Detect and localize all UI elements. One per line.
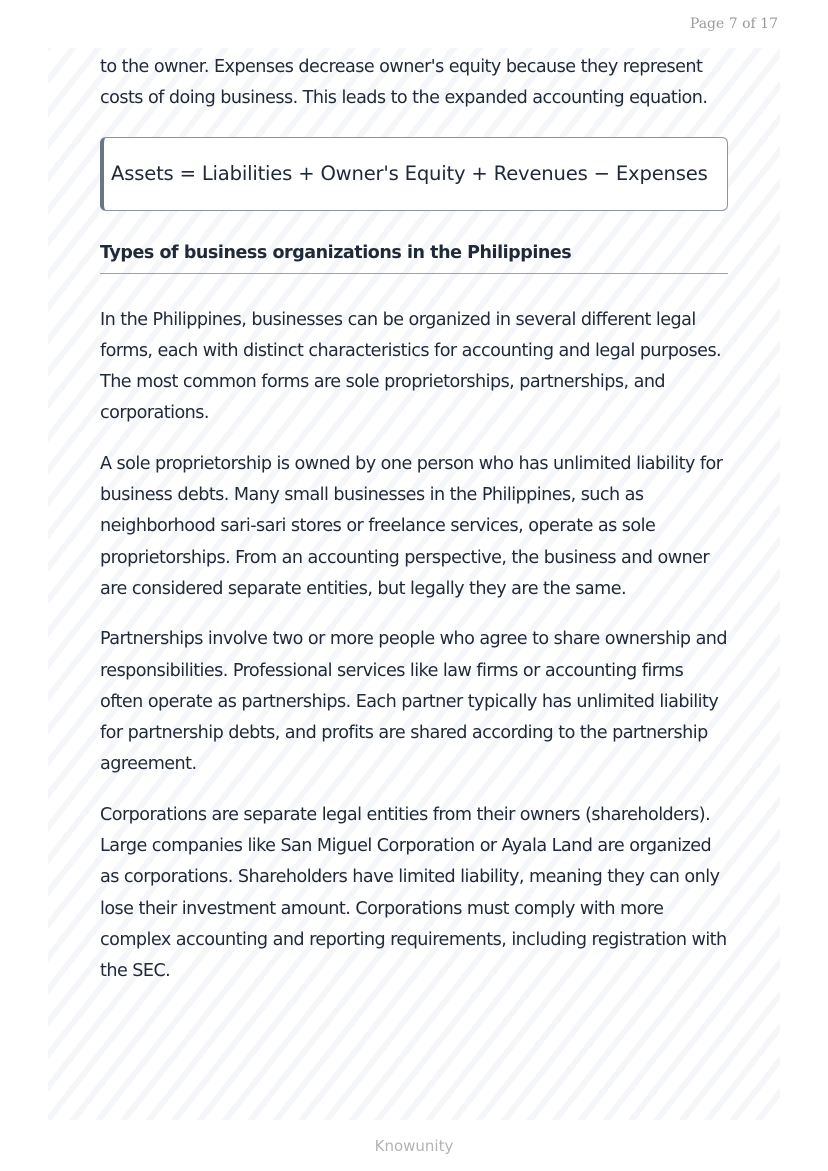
paragraph-partnerships: Partnerships involve two or more people who agree to share ownership and responsibilities. Professional services like law firms or accounting firms often operate as partnerships. Each partner typically has unlimited liability for partnership debts, and profits are shared according to the partnership agreement. [100, 629, 728, 775]
section-paragraphs [100, 305, 728, 988]
intro-paragraph: to the owner. Expenses decrease owner's equity because they represent costs of doing business. This leads to the expanded accounting equation. [100, 57, 708, 109]
document-body [100, 52, 728, 1007]
equation-box [100, 137, 728, 211]
page-number: Page 7 of 17 [689, 16, 778, 32]
accounting-equation: Assets = Liabilities + Owner's Equity + Revenues − Expenses [111, 162, 708, 186]
paragraph-corporations: Corporations are separate legal entities from their owners (shareholders). Large companies like San Miguel Corporation or Ayala Land are organized as corporations. Shareholders have limited liability, meaning they can only lose their investment amount. Corporations must comply with more complex accounting and reporting requirements, including registration with the SEC. [100, 804, 727, 982]
paragraph-legal-forms: In the Philippines, businesses can be organized in several different legal forms, each with distinct characteristics for accounting and legal purposes. The most common forms are sole proprietorships, partnerships, and corporations. [100, 309, 722, 424]
section-heading: Types of business organizations in the Philippines [100, 243, 728, 274]
footer-brand: Knowunity [374, 1137, 454, 1155]
paragraph-sole-proprietorship: A sole proprietorship is owned by one person who has unlimited liability for business debts. Many small businesses in the Philippines, such as neighborhood sari-sari stores or freelance services, operate as sole proprietorships. From an accounting perspective, the business and owner are considered separate entities, but legally they are the same. [100, 453, 723, 599]
